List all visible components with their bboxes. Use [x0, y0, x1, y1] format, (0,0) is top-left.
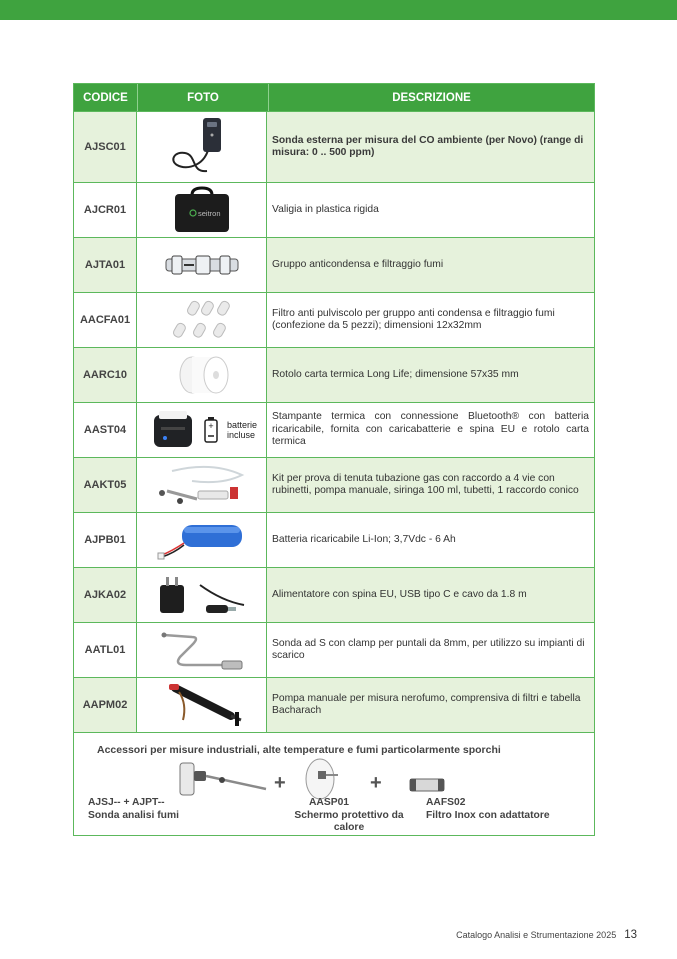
product-description — [267, 403, 594, 457]
description-text: Batteria ricaricabile Li-Ion; 3,7Vdc - 6 Ah — [272, 533, 456, 545]
description-text: Sonda ad S con clamp per puntali da 8mm, per utilizzo su impianti di scarico — [272, 637, 585, 661]
accessory-probe-label — [88, 797, 179, 822]
table-row — [74, 622, 594, 677]
product-description — [267, 112, 594, 182]
battery-included-icon — [203, 416, 219, 444]
product-description — [267, 293, 594, 347]
product-code: AJSC01 — [74, 112, 137, 182]
header-foto: FOTO — [138, 84, 269, 111]
product-description — [267, 348, 594, 402]
description-text: Rotolo carta termica Long Life; dimensione 57x35 mm — [272, 368, 519, 380]
accessories-section — [74, 732, 594, 835]
product-code: AJKA02 — [74, 568, 137, 622]
catalog-title: Catalogo Analisi e Strumentazione 2025 — [456, 930, 617, 940]
accessory-filter-label — [426, 797, 550, 822]
product-code: AAST04 — [74, 403, 137, 457]
accessory-shield-label — [294, 797, 404, 835]
description-text: Kit per prova di tenuta tubazione gas con raccordo a 4 vie con rubinetti, pompa manuale, siringa 100 ml, tubetti, 1 raccordo conico — [272, 472, 579, 496]
table-row — [74, 292, 594, 347]
table-row — [74, 677, 594, 732]
power-supply-icon — [137, 568, 267, 622]
s-probe-icon — [137, 623, 267, 677]
table-header — [74, 84, 594, 111]
inox-filter-icon — [408, 775, 448, 797]
product-description — [267, 568, 594, 622]
table-row — [74, 182, 594, 237]
svg-text:+: + — [208, 421, 214, 431]
product-code: AARC10 — [74, 348, 137, 402]
hand-pump-icon — [137, 678, 267, 732]
printer-icon — [137, 403, 267, 457]
product-code: AJTA01 — [74, 238, 137, 292]
plus-sign: + — [274, 772, 286, 794]
table-row — [74, 512, 594, 567]
flue-gas-probe-icon — [174, 759, 269, 799]
product-description — [267, 623, 594, 677]
product-code: AJCR01 — [74, 183, 137, 237]
product-code: AACFA01 — [74, 293, 137, 347]
case-brand-text: seitron — [197, 209, 221, 218]
plus-sign: + — [370, 772, 382, 794]
product-description — [267, 678, 594, 732]
product-code: AJPB01 — [74, 513, 137, 567]
accessory-probe-code: AJSJ-- + AJPT-- — [88, 797, 165, 808]
product-code: AAPM02 — [74, 678, 137, 732]
dust-filter-icon — [137, 293, 267, 347]
product-description — [267, 513, 594, 567]
description-text: Pompa manuale per misura nerofumo, comprensiva di filtri e tabella Bacharach — [272, 692, 581, 716]
table-row — [74, 457, 594, 512]
top-green-bar — [0, 0, 677, 20]
product-description — [267, 238, 594, 292]
filter-group-icon — [137, 238, 267, 292]
product-description — [267, 458, 594, 512]
accessory-shield-code: AASP01 — [308, 797, 350, 808]
table-row — [74, 237, 594, 292]
description-text: Valigia in plastica rigida — [272, 203, 379, 215]
description-text: Filtro anti pulviscolo per gruppo anti condensa e filtraggio fumi (confezione da 5 pezzi); dimensioni 12x32mm — [272, 307, 555, 331]
leak-test-kit-icon — [137, 458, 267, 512]
heat-shield-icon — [302, 757, 342, 801]
co-probe-icon — [137, 112, 267, 182]
accessory-shield-desc-1: Schermo protettivo da — [294, 809, 404, 821]
table-row — [74, 402, 594, 457]
description-text: Gruppo anticondensa e filtraggio fumi — [272, 258, 444, 270]
accessory-filter-desc: Filtro Inox con adattatore — [426, 809, 550, 821]
description-text: Sonda esterna per misura del CO ambiente (per Novo) (range di misura: 0 .. 500 ppm) — [272, 134, 584, 158]
table-row — [74, 567, 594, 622]
table-row — [74, 111, 594, 182]
accessory-probe-desc: Sonda analisi fumi — [88, 809, 179, 821]
product-code: AATL01 — [74, 623, 137, 677]
battery-note: batterie incluse — [227, 420, 258, 440]
description-text: Stampante termica con connessione Bluetooth® con batteria ricaricabile, fornita con caricabatterie e spina EU e rotolo carta termica — [272, 411, 589, 448]
case-icon — [137, 183, 267, 237]
paper-roll-icon — [137, 348, 267, 402]
header-codice: CODICE — [74, 84, 138, 111]
header-descrizione: DESCRIZIONE — [392, 91, 471, 104]
battery-icon — [137, 513, 267, 567]
page-number: 13 — [624, 929, 637, 941]
accessories-title: Accessori per misure industriali, alte temperature e fumi particolarmente sporchi — [97, 744, 501, 756]
product-table — [73, 83, 595, 836]
description-text: Alimentatore con spina EU, USB tipo C e cavo da 1.8 m — [272, 588, 527, 600]
accessory-shield-desc-2: calore — [333, 822, 365, 833]
product-code: AAKT05 — [74, 458, 137, 512]
table-row — [74, 347, 594, 402]
accessory-filter-code: AAFS02 — [426, 797, 466, 808]
product-description — [267, 183, 594, 237]
page-footer — [456, 929, 637, 941]
